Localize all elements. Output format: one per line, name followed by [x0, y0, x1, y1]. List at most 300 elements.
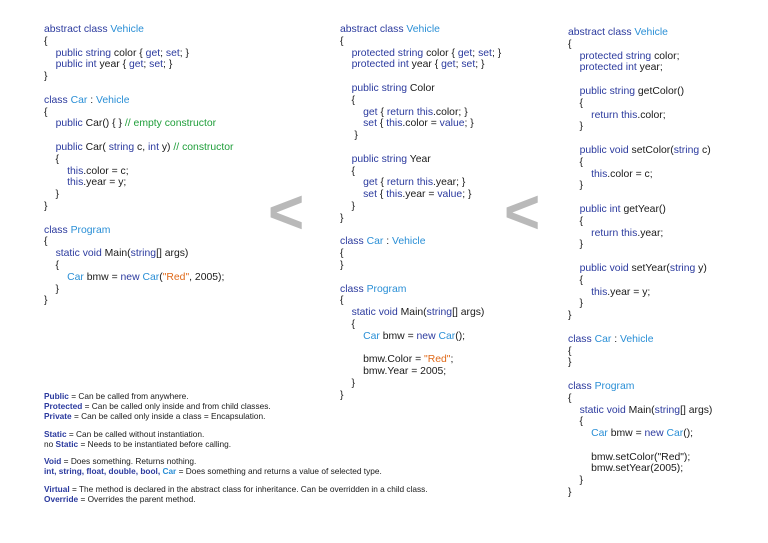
code-token: Car() { } — [82, 118, 125, 130]
code-token — [568, 62, 580, 73]
code-token: class — [44, 224, 71, 236]
code-token: ; } — [464, 118, 474, 130]
code-token: new — [120, 271, 143, 283]
code-token: bmw.setYear(2005); — [568, 463, 684, 475]
code-token — [568, 145, 580, 156]
code-token: } — [340, 389, 344, 401]
code-token: { — [340, 318, 356, 330]
code-token: } — [340, 377, 356, 389]
code-token: return this — [591, 109, 638, 121]
code-token: } — [568, 298, 584, 310]
code-token: ; — [472, 47, 479, 59]
code-token: { — [377, 177, 387, 189]
code-token: Car — [666, 428, 684, 440]
code-token: } — [568, 475, 584, 487]
code-token: { — [568, 416, 584, 428]
code-token: ; } — [163, 59, 173, 71]
code-token: y) — [695, 262, 707, 274]
code-line — [568, 287, 712, 299]
code-line — [44, 118, 233, 130]
code-token: get — [441, 59, 456, 71]
code-token: bmw.Year = 2005; — [340, 366, 447, 378]
code-token: protected string — [579, 50, 652, 62]
legend-token: Override — [44, 494, 79, 505]
code-line — [340, 284, 501, 296]
code-token: Car — [438, 330, 456, 342]
code-token: .color = — [402, 118, 440, 130]
legend-token: Car — [162, 466, 177, 477]
code-token: { — [568, 215, 584, 227]
code-line — [568, 416, 712, 428]
code-token: } — [44, 295, 48, 307]
code-token: bmw.Color = — [340, 354, 425, 366]
code-token: public void — [579, 144, 629, 156]
code-token: bmw = — [83, 271, 121, 283]
code-line — [44, 260, 233, 272]
code-token: { — [568, 274, 584, 286]
code-token: setYear( — [628, 262, 670, 274]
legend-token: Private — [44, 410, 72, 421]
code-token: { — [568, 38, 572, 50]
code-line — [340, 24, 501, 36]
code-line — [44, 24, 233, 36]
code-token: string — [426, 307, 453, 319]
code-line — [568, 357, 712, 369]
code-line — [44, 154, 233, 166]
code-token: } — [44, 283, 60, 295]
code-line — [340, 213, 501, 225]
code-token: Vehicle — [634, 27, 668, 38]
legend-token: Virtual — [44, 484, 70, 495]
code-token: { — [340, 165, 356, 177]
code-token: class — [568, 380, 595, 392]
code-token: } — [44, 200, 48, 212]
code-token — [568, 51, 580, 62]
code-line — [568, 110, 712, 122]
code-token: { — [568, 392, 572, 404]
code-line — [44, 177, 233, 189]
code-token: .year = y; — [83, 177, 127, 189]
code-token — [340, 154, 352, 165]
code-token: get — [457, 47, 473, 59]
code-token: Car — [67, 271, 84, 283]
code-token: c, — [134, 141, 148, 153]
code-token: class — [44, 94, 71, 106]
legend-line — [44, 440, 428, 450]
code-token: { — [44, 259, 60, 271]
code-token: (); — [455, 330, 466, 342]
code-token — [44, 177, 67, 188]
code-line — [44, 142, 233, 154]
code-line — [568, 62, 712, 74]
code-line — [568, 251, 712, 263]
code-token: ; — [160, 47, 166, 59]
code-token: Program — [594, 380, 635, 392]
legend-token: Void — [44, 456, 62, 467]
code-token: // empty constructor — [124, 118, 217, 130]
code-line — [568, 263, 712, 275]
code-line — [568, 369, 712, 381]
code-token — [340, 189, 363, 200]
code-token: new — [416, 330, 439, 342]
code-line — [340, 48, 501, 60]
code-token: static void — [55, 248, 102, 260]
code-line — [568, 463, 712, 475]
code-token: value — [439, 118, 465, 130]
code-token: { — [568, 156, 584, 168]
code-token: abstract class — [568, 27, 635, 38]
code-token: color { — [111, 47, 146, 59]
legend-token: = Can be called without instantiation. — [66, 428, 205, 439]
code-token: public string — [579, 85, 636, 97]
code-token: return this — [591, 227, 638, 239]
code-token: { — [376, 189, 387, 201]
legend-token: = Does something. Returns nothing. — [61, 456, 197, 467]
code-token: : — [611, 333, 620, 345]
code-token: Car — [363, 330, 380, 342]
code-line — [340, 177, 501, 189]
code-token: .year = — [402, 189, 438, 201]
code-line — [44, 95, 233, 107]
code-token: Vehicle — [110, 24, 144, 35]
legend-token: Protected — [44, 400, 83, 411]
code-line — [568, 298, 712, 310]
code-line — [44, 107, 233, 119]
code-token: get — [145, 47, 161, 59]
code-token: this — [386, 189, 403, 201]
code-token: value — [437, 189, 463, 201]
code-token: { — [568, 345, 572, 357]
code-line — [340, 83, 501, 95]
code-token: { — [377, 106, 387, 118]
code-token: year; — [636, 62, 663, 74]
code-token: this — [67, 165, 84, 177]
code-line — [568, 475, 712, 487]
code-token: Program — [70, 224, 111, 236]
code-line — [44, 166, 233, 178]
code-line — [340, 272, 501, 284]
code-line — [340, 71, 501, 83]
code-token: year { — [408, 59, 442, 71]
code-token: public — [55, 118, 83, 130]
code-token — [44, 118, 56, 129]
code-token: { — [568, 97, 584, 109]
code-token: public string — [351, 153, 408, 165]
code-line — [568, 204, 712, 216]
code-line — [568, 310, 712, 322]
code-token — [568, 263, 580, 274]
code-token — [568, 86, 580, 97]
code-token: } — [568, 180, 584, 192]
code-token: // constructor — [173, 141, 234, 153]
code-token: } — [44, 189, 60, 201]
code-token — [568, 228, 591, 239]
code-line — [568, 334, 712, 346]
code-token: return this — [386, 177, 434, 189]
code-token: : — [87, 94, 96, 106]
legend-token: no — [44, 438, 56, 449]
code-line — [568, 239, 712, 251]
code-token — [568, 428, 591, 439]
code-token: .year; } — [433, 177, 466, 189]
legend-token: = Does something and returns a value of selected type. — [176, 466, 382, 477]
code-token — [44, 48, 56, 59]
code-token: bmw = — [379, 330, 417, 342]
code-line — [340, 36, 501, 48]
code-token: Vehicle — [95, 94, 130, 106]
code-line — [44, 272, 233, 284]
code-token: } — [340, 130, 358, 142]
code-token: bmw.setColor("Red"); — [568, 451, 691, 463]
code-token: string — [130, 248, 157, 260]
code-token: .color = c; — [83, 165, 129, 177]
code-token: ; — [455, 59, 462, 71]
code-token: "Red" — [424, 354, 451, 366]
code-token: { — [44, 153, 60, 165]
code-token: this — [386, 118, 403, 130]
code-line — [340, 295, 501, 307]
code-token: } — [568, 239, 584, 251]
code-line — [340, 225, 501, 237]
code-line — [568, 216, 712, 228]
code-line — [340, 118, 501, 130]
legend-line — [44, 412, 428, 422]
code-token: (); — [683, 428, 694, 440]
code-token: y) — [158, 141, 174, 153]
code-line — [340, 130, 501, 142]
code-token: class — [340, 283, 367, 295]
code-line — [340, 260, 501, 272]
code-token: static void — [351, 307, 398, 319]
code-token — [340, 83, 352, 94]
code-token: Car — [591, 428, 608, 440]
code-token: } — [568, 121, 584, 133]
code-line — [568, 98, 712, 110]
code-line — [568, 157, 712, 169]
code-token — [340, 307, 352, 318]
code-token: : — [383, 236, 392, 248]
code-token: Year — [407, 153, 431, 165]
code-line — [340, 366, 501, 378]
code-token: } — [568, 487, 572, 499]
code-token: Main( — [625, 404, 655, 416]
code-token: Car — [142, 271, 160, 283]
legend-token: Static — [55, 438, 79, 449]
code-token: string — [108, 141, 135, 153]
code-column-1 — [44, 24, 233, 307]
code-token: Car — [70, 94, 88, 106]
code-token: static void — [579, 404, 626, 416]
code-token: year { — [96, 59, 129, 71]
code-token: { — [44, 236, 48, 248]
code-token — [44, 142, 56, 153]
code-token: color; — [651, 50, 680, 62]
code-line — [568, 440, 712, 452]
code-token: protected int — [351, 59, 409, 71]
code-token: Color — [407, 82, 435, 94]
code-token: set — [461, 59, 476, 71]
code-token: .year; — [637, 227, 664, 239]
code-token: [] args) — [452, 307, 485, 319]
code-line — [568, 228, 712, 240]
code-token — [340, 107, 363, 118]
code-token: { — [340, 295, 344, 307]
code-line — [44, 189, 233, 201]
code-token: .year = y; — [607, 286, 651, 298]
code-token: { — [376, 118, 387, 130]
code-token: set — [165, 47, 180, 59]
code-line — [568, 145, 712, 157]
code-token — [568, 287, 591, 298]
legend-token: = Needs to be instantiated before calling. — [78, 438, 232, 449]
code-line — [340, 201, 501, 213]
code-token — [44, 272, 67, 283]
code-line — [568, 169, 712, 181]
code-token: public — [55, 141, 83, 153]
code-token: "Red" — [162, 271, 190, 283]
code-line — [568, 180, 712, 192]
code-token — [340, 331, 363, 342]
code-line — [568, 405, 712, 417]
legend-token: int, string, float, double, bool, — [44, 466, 163, 477]
code-line — [340, 331, 501, 343]
code-token: } — [44, 71, 48, 83]
code-line — [44, 83, 233, 95]
code-token: public int — [55, 59, 97, 71]
code-token: public string — [351, 82, 408, 94]
code-token: set — [149, 59, 164, 71]
code-line — [568, 275, 712, 287]
code-line — [340, 59, 501, 71]
code-token: Program — [366, 283, 407, 295]
legend-token: = Can be called from anywhere. — [68, 391, 189, 401]
code-column-3 — [568, 27, 712, 499]
code-token: abstract class — [44, 24, 111, 35]
code-line — [568, 428, 712, 440]
code-token: set — [363, 118, 377, 130]
code-line — [568, 74, 712, 86]
legend-token: Static — [44, 428, 67, 439]
code-token: public int — [579, 203, 621, 215]
code-token — [568, 169, 591, 180]
code-token: ; } — [475, 59, 485, 71]
code-token: this — [591, 286, 608, 298]
keyword-legend — [44, 389, 428, 505]
code-line — [568, 27, 712, 39]
legend-token: = Can be called only inside and from child classes. — [82, 400, 271, 411]
code-line — [44, 225, 233, 237]
code-line — [340, 307, 501, 319]
code-token — [568, 405, 580, 416]
code-token: Car( — [82, 141, 109, 153]
code-line — [568, 86, 712, 98]
code-token: c) — [699, 144, 711, 156]
code-line — [568, 452, 712, 464]
code-line — [44, 59, 233, 71]
code-token: } — [340, 212, 344, 224]
code-token — [44, 166, 67, 177]
code-line — [568, 121, 712, 133]
code-token: getColor() — [635, 85, 685, 97]
code-token: getYear() — [620, 203, 666, 215]
code-token — [340, 48, 352, 59]
code-line — [568, 322, 712, 334]
code-line — [44, 295, 233, 307]
code-token: ; } — [462, 189, 472, 201]
code-line — [340, 378, 501, 390]
code-token: { — [340, 94, 356, 106]
legend-token: = The method is declared in the abstract class for inheritance. Can be overridden in a child class. — [69, 484, 428, 495]
code-token: { — [340, 35, 344, 47]
code-line — [340, 248, 501, 260]
code-token: class — [568, 333, 595, 345]
code-line — [568, 346, 712, 358]
code-line — [44, 236, 233, 248]
code-line — [340, 236, 501, 248]
code-token: public void — [579, 262, 629, 274]
code-line — [340, 142, 501, 154]
code-token: string — [673, 144, 700, 156]
code-line — [44, 248, 233, 260]
code-line — [568, 192, 712, 204]
code-token: } — [568, 310, 572, 322]
code-line — [568, 51, 712, 63]
code-line — [568, 133, 712, 145]
code-line — [44, 71, 233, 83]
code-token: ; — [143, 59, 150, 71]
code-token: { — [44, 35, 48, 47]
code-line — [340, 154, 501, 166]
code-token: , 2005); — [189, 271, 225, 283]
code-token: string — [669, 262, 696, 274]
code-token: ( — [159, 271, 163, 283]
code-line — [44, 213, 233, 225]
code-line — [44, 130, 233, 142]
code-token: .color; } — [433, 106, 468, 118]
code-line — [568, 487, 712, 499]
code-token: { — [340, 248, 344, 260]
code-token: abstract class — [340, 24, 407, 35]
code-token: .color; — [637, 109, 666, 121]
code-token: .color = c; — [607, 168, 653, 180]
code-token: setColor( — [628, 144, 674, 156]
code-token: } — [568, 357, 572, 369]
code-token — [340, 177, 363, 188]
code-token: color { — [423, 47, 458, 59]
code-token: Vehicle — [391, 236, 426, 248]
code-line — [44, 48, 233, 60]
code-line — [44, 36, 233, 48]
code-token: Vehicle — [619, 333, 654, 345]
code-token: public string — [55, 47, 112, 59]
code-line — [340, 95, 501, 107]
code-token: { — [44, 106, 48, 118]
code-line — [44, 201, 233, 213]
code-token: protected string — [351, 47, 424, 59]
code-token: new — [644, 428, 667, 440]
code-token: Main( — [397, 307, 427, 319]
code-token: [] args) — [156, 248, 189, 260]
code-token: ; — [450, 354, 454, 366]
legend-token: = Can be called only inside a class = Encapsulation. — [71, 410, 266, 421]
legend-token: = Overrides the parent method. — [78, 494, 196, 505]
code-line — [568, 381, 712, 393]
code-token: set — [478, 47, 492, 59]
code-token: this — [67, 177, 84, 189]
code-line — [568, 393, 712, 405]
code-token: set — [363, 189, 377, 201]
code-token: ; } — [491, 47, 502, 59]
